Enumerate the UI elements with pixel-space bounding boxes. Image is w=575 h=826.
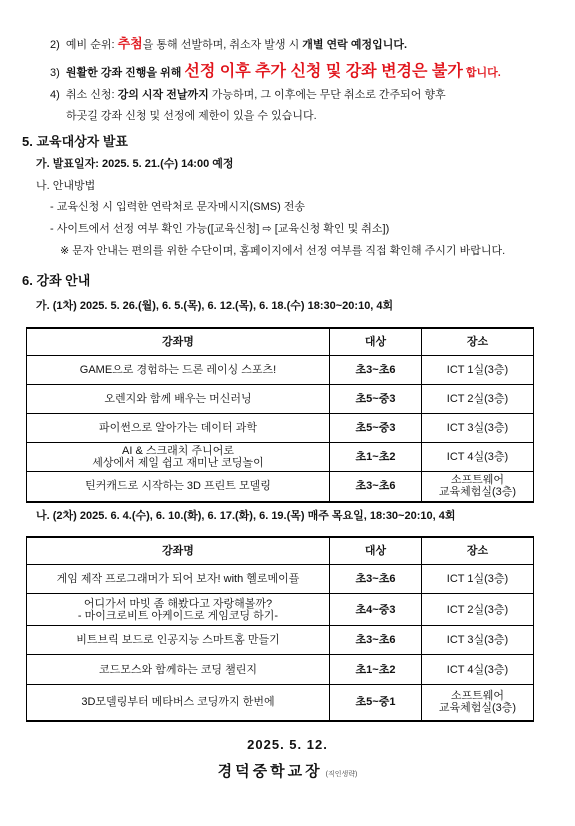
course-place: ICT 3실(3층) — [422, 626, 534, 655]
course-name — [27, 443, 330, 472]
seal-omitted-note: (직인생략) — [325, 771, 358, 778]
course-name: 틴커캐드로 시작하는 3D 프린트 모델링 — [27, 472, 330, 502]
table-row — [27, 385, 534, 414]
col-target: 대상 — [330, 328, 422, 356]
table-row — [27, 685, 534, 721]
course-target: 초3~초6 — [330, 356, 422, 385]
course-target: 초5~중3 — [330, 414, 422, 443]
course-name — [27, 594, 330, 626]
course-place-line2: 교육체험실(3층) — [438, 702, 517, 715]
course-place: ICT 2실(3층) — [422, 594, 534, 626]
col-place: 장소 — [422, 537, 534, 565]
table-row — [27, 655, 534, 685]
course-place-line1: 소프트웨어 — [450, 474, 505, 487]
course-target: 초3~초6 — [330, 626, 422, 655]
section-6-title: 6. 강좌 안내 — [22, 273, 91, 288]
signature-block — [0, 760, 575, 781]
table-row — [27, 565, 534, 594]
section-5-title: 5. 교육대상자 발표 — [22, 134, 128, 149]
table-row — [27, 472, 534, 502]
course-target: 초5~중3 — [330, 385, 422, 414]
table-row — [27, 443, 534, 472]
course-place — [422, 472, 534, 502]
course-target: 초1~초2 — [330, 443, 422, 472]
table-row — [27, 356, 534, 385]
course-name: 비트브릭 보드로 인공지능 스마트홈 만들기 — [27, 626, 330, 655]
course-place: ICT 4실(3층) — [422, 443, 534, 472]
note-4: 4) 취소 신청: 강의 시작 전날까지 가능하며, 그 이후에는 무단 취소로 간주되어 향후 — [50, 89, 446, 101]
course-target: 초1~초2 — [330, 655, 422, 685]
course-place-line2: 교육체험실(3층) — [438, 486, 517, 499]
guide-note: ※ 문자 안내는 편의를 위한 수단이며, 홈페이지에서 선정 여부를 직접 확인해 주시기 바랍니다. — [60, 245, 506, 257]
course-place: ICT 1실(3층) — [422, 356, 534, 385]
course-place: ICT 4실(3층) — [422, 655, 534, 685]
course-name: 3D모델링부터 메타버스 코딩까지 한번에 — [27, 685, 330, 721]
course-place: ICT 2실(3층) — [422, 385, 534, 414]
course-place: ICT 3실(3층) — [422, 414, 534, 443]
session-1-caption: 가. (1차) 2025. 5. 26.(월), 6. 5.(목), 6. 12.(목), 6. 18.(수) 18:30~20:10, 4회 — [36, 300, 394, 312]
course-target: 초5~중1 — [330, 685, 422, 721]
table-row — [27, 626, 534, 655]
course-name: GAME으로 경험하는 드론 레이싱 스포츠! — [27, 356, 330, 385]
course-target: 초3~초6 — [330, 472, 422, 502]
table-header-row — [27, 328, 534, 356]
course-name-line2: - 마이크로비트 아케이드로 게임코딩 하기- — [77, 609, 279, 622]
course-name: 게임 제작 프로그래머가 되어 보자! with 헬로메이플 — [27, 565, 330, 594]
col-target: 대상 — [330, 537, 422, 565]
guide-item-sms: - 교육신청 시 입력한 연락처로 문자메시지(SMS) 전송 — [50, 201, 306, 213]
guide-item-site: - 사이트에서 선정 여부 확인 가능([교육신청] ⇨ [교육신청 확인 및 취소]) — [50, 223, 390, 235]
issue-date: 2025. 5. 12. — [247, 737, 328, 752]
course-place-line1: 소프트웨어 — [450, 690, 505, 703]
note-2: 2) 예비 순위: 추첨을 통해 선발하며, 취소자 발생 시 개별 연락 예정입니다. — [50, 36, 408, 51]
course-name-line1: AI & 스크래치 주니어로 — [122, 445, 234, 457]
course-target: 초3~초6 — [330, 565, 422, 594]
session-1-table — [26, 327, 534, 503]
course-name: 파이썬으로 알아가는 데이터 과학 — [27, 414, 330, 443]
table-row — [27, 594, 534, 626]
session-2-table — [26, 536, 534, 722]
course-name: 코드모스와 함께하는 코딩 챌린지 — [27, 655, 330, 685]
col-place: 장소 — [422, 328, 534, 356]
course-place — [422, 685, 534, 721]
course-name-line2: 세상에서 제일 쉽고 재미난 코딩놀이 — [92, 457, 264, 469]
table-header-row — [27, 537, 534, 565]
course-target: 초4~중3 — [330, 594, 422, 626]
course-place: ICT 1실(3층) — [422, 565, 534, 594]
table-row — [27, 414, 534, 443]
guide-title: 나. 안내방법 — [36, 180, 96, 192]
col-course-name: 강좌명 — [27, 537, 330, 565]
announcement-date: 가. 발표일자: 2025. 5. 21.(수) 14:00 예정 — [36, 158, 234, 170]
course-name-line1: 어디가서 마빗 좀 해봤다고 자랑해볼까? — [83, 597, 273, 610]
course-name: 오렌지와 함께 배우는 머신러닝 — [27, 385, 330, 414]
school-principal: 경덕중학교장 — [217, 762, 323, 780]
session-2-caption: 나. (2차) 2025. 6. 4.(수), 6. 10.(화), 6. 17.(화), 6. 19.(목) 매주 목요일, 18:30~20:10, 4회 — [36, 510, 456, 522]
note-4-line2: 하곳길 강좌 신청 및 선정에 제한이 있을 수 있습니다. — [66, 110, 317, 122]
note-3: 3) 원활한 강좌 진행을 위해 선정 이후 추가 신청 및 강좌 변경은 불가 합니다. — [50, 63, 501, 80]
col-course-name: 강좌명 — [27, 328, 330, 356]
